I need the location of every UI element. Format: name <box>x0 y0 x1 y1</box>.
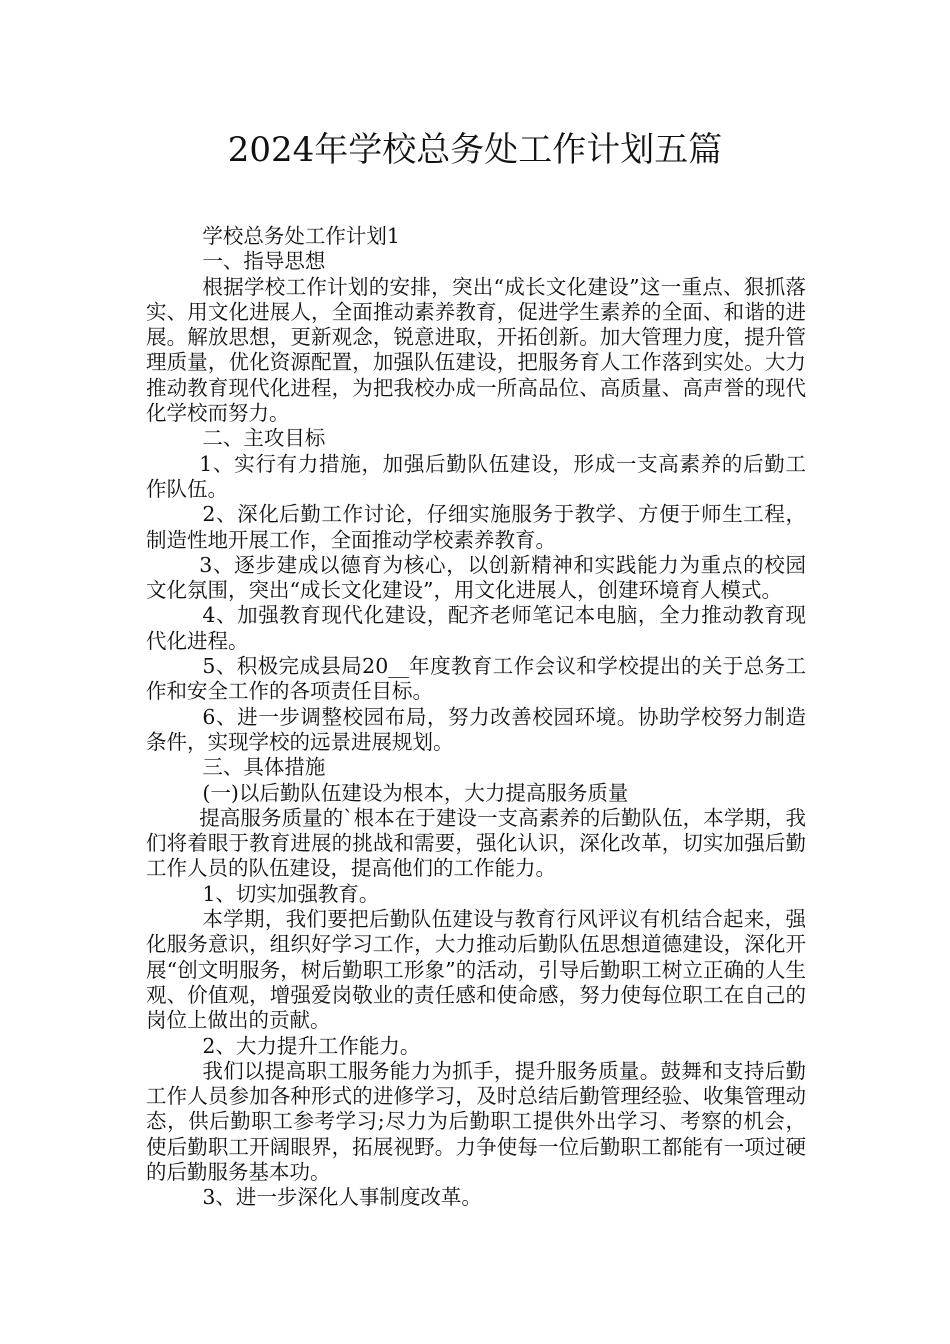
measure-heading-3: 3、进一步深化人事制度改革。 <box>202 1185 482 1210</box>
section-heading-main-goals: 二、主攻目标 <box>202 426 326 451</box>
goal-item-4: 4、加强教育现代化建设，配齐老师笔记本电脑，全力推动教育现代化进程。 <box>146 603 806 653</box>
document-body <box>146 224 806 1211</box>
paragraph-guiding-thought: 根据学校工作计划的安排，突出“成长文化建设”这一重点、狠抓落实、用文化进展人，全面推动素养教育，促进学生素养的全面、和谐的进展。解放思想，更新观念，锐意进取，开拓创新。加大管理力度，提升管理质量，优化资源配置，加强队伍建设，把服务育人工作落到实处。大力推动教育现代化进程，为把我校办成一所高品位、高质量、高声誉的现代化学校而努力。 <box>146 274 806 426</box>
measure-heading-1: 1、切实加强教育。 <box>202 881 380 906</box>
document-title: 2024年学校总务处工作计划五篇 <box>227 130 723 170</box>
goal-item-5: 5、积极完成县局20__年度教育工作会议和学校提出的关于总务工作和安全工作的各项责任目标。 <box>146 654 806 704</box>
paragraph-service-quality: 提高服务质量的`根本在于建设一支高素养的后勤队伍，本学期，我们将着眼于教育进展的挑战和需要，强化认识，深化改革，切实加强后勤工作人员的队伍建设，提高他们的工作能力。 <box>146 805 806 881</box>
subsection-heading-team-building: (一)以后勤队伍建设为根本，大力提高服务质量 <box>202 780 629 805</box>
paragraph-education: 本学期，我们要把后勤队伍建设与教育行风评议有机结合起来，强化服务意识，组织好学习工作，大力推动后勤队伍思想道德建设，深化开展“创文明服务，树后勤职工形象”的活动，引导后勤职工树立正确的人生观、价值观，增强爱岗敬业的责任感和使命感，努力使每位职工在自己的岗位上做出的贡献。 <box>146 907 806 1033</box>
goal-item-6: 6、进一步调整校园布局，努力改善校园环境。协助学校努力制造条件，实现学校的远景进展规划。 <box>146 704 806 754</box>
measure-heading-2: 2、大力提升工作能力。 <box>202 1033 421 1058</box>
section-heading-measures: 三、具体措施 <box>202 755 326 780</box>
goal-item-3: 3、逐步建成以德育为核心，以创新精神和实践能力为重点的校园文化氛围，突出“成长文化建设”，用文化进展人，创建环境育人模式。 <box>146 552 806 603</box>
goal-item-2: 2、深化后勤工作讨论，仔细实施服务于教学、方便于师生工程，制造性地开展工作，全面推动学校素养教育。 <box>146 502 806 552</box>
goal-item-1: 1、实行有力措施，加强后勤队伍建设，形成一支高素养的后勤工作队伍。 <box>146 451 806 501</box>
section-heading-guiding-thought: 一、指导思想 <box>202 249 326 274</box>
plan-subtitle: 学校总务处工作计划1 <box>202 224 400 248</box>
paragraph-ability: 我们以提高职工服务能力为抓手，提升服务质量。鼓舞和支持后勤工作人员参加各种形式的进修学习，及时总结后勤管理经验、收集管理动态，供后勤职工参考学习;尽力为后勤职工提供外出学习、考察的机会，使后勤职工开阔眼界，拓展视野。力争使每一位后勤职工都能有一项过硬的后勤服务基本功。 <box>146 1058 806 1184</box>
